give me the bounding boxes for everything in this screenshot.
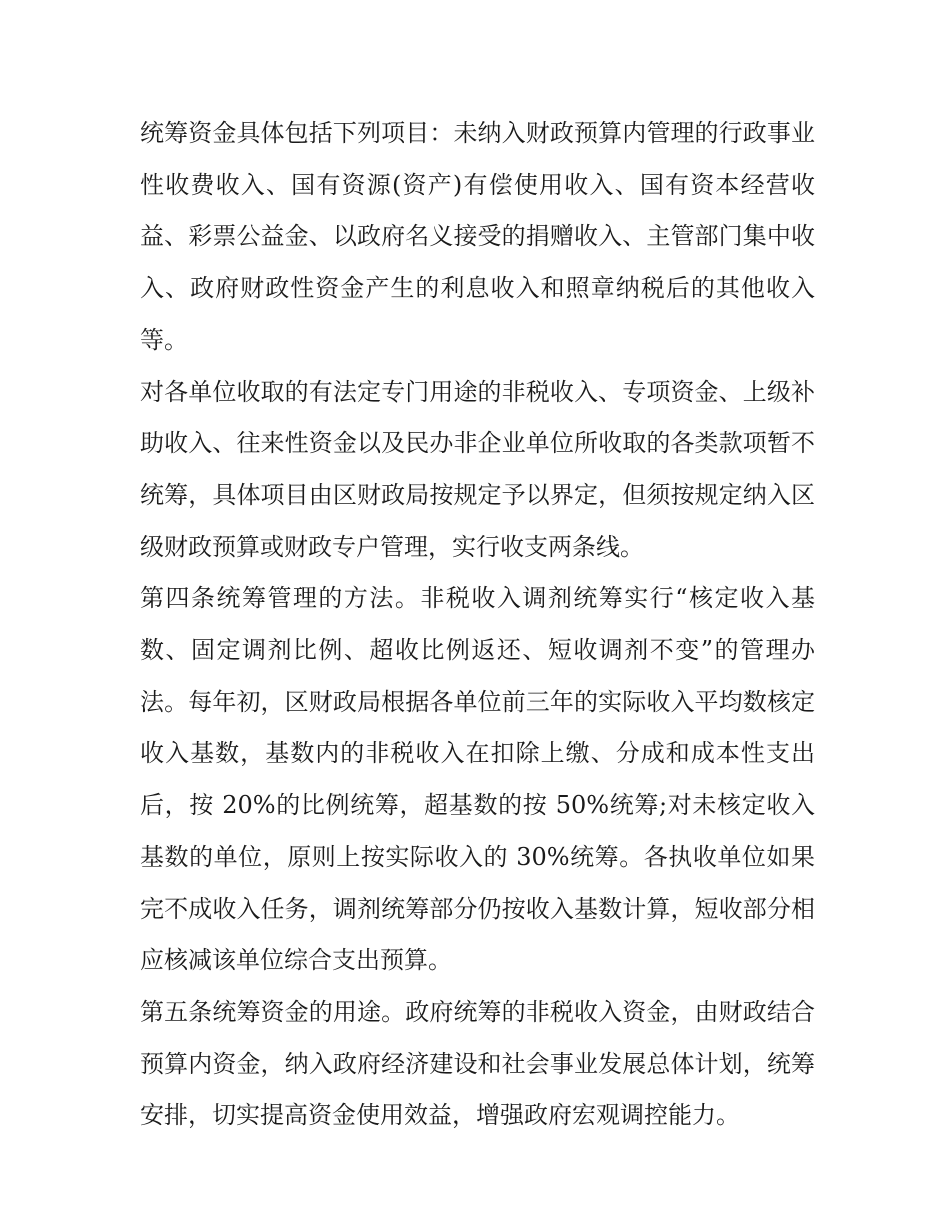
text-line: 定收入基数，基数内的非税收入在扣除上缴、分成和成本性支	[140, 687, 815, 768]
text-line: 业性收费收入、国有资源(资产)有偿使用收入、国有资本经营	[140, 119, 815, 199]
text-line: 入基数的单位，原则上按实际收入的 30%统筹。各执收单位	[140, 791, 815, 871]
text-line: 合预算内资金，纳入政府经济建设和社会事业发展总体计划，	[140, 997, 815, 1078]
paragraph-4	[140, 987, 815, 1142]
paragraph-1	[140, 108, 815, 367]
text-line: 部分相应核减该单位综合支出预算。	[140, 894, 816, 975]
text-line: 统筹安排，切实提高资金使用效益，增强政府宏观调控能力。	[140, 1049, 816, 1130]
text-line: 中收入、政府财政性资金产生的利息收入和照章纳税后的其他	[140, 222, 816, 303]
text-line: 补助收入、往来性资金以及民办非企业单位所收取的各类款项	[140, 377, 815, 458]
text-line: 纳入区级财政预算或财政专户管理，实行收支两条线。	[140, 480, 816, 561]
text-line: 法。每年初，区财政局根据各单位前三年的实际收入平均数核	[140, 687, 791, 716]
text-line: 如果完不成收入任务，调剂统筹部分仍按收入基数计算，短收	[140, 842, 815, 923]
text-line: 暂不统筹，具体项目由区财政局按规定予以界定，但须按规定	[140, 429, 816, 509]
text-line: 出后，按 20%的比例统筹，超基数的按 50%统筹;对未核定收	[140, 739, 815, 820]
document-body	[140, 108, 815, 1142]
text-line: 数、固定调剂比例、超收比例返还、短收调剂不变”的管理办	[140, 636, 815, 665]
paragraph-3	[140, 573, 815, 987]
paragraph-2	[140, 367, 815, 574]
text-line: 统筹资金具体包括下列项目：未纳入财政预算内管理的行政事	[140, 119, 791, 147]
text-line: 第五条统筹资金的用途。政府统筹的非税收入资金，由财政结	[140, 997, 791, 1026]
text-line: 第四条统筹管理的方法。非税收入调剂统筹实行“核定收入基	[140, 584, 815, 613]
text-line: 对各单位收取的有法定专门用途的非税收入、专项资金、上级	[140, 377, 791, 406]
text-line: 收益、彩票公益金、以政府名义接受的捐赠收入、主管部门集	[140, 170, 815, 251]
text-line: 收入等。	[140, 274, 816, 354]
